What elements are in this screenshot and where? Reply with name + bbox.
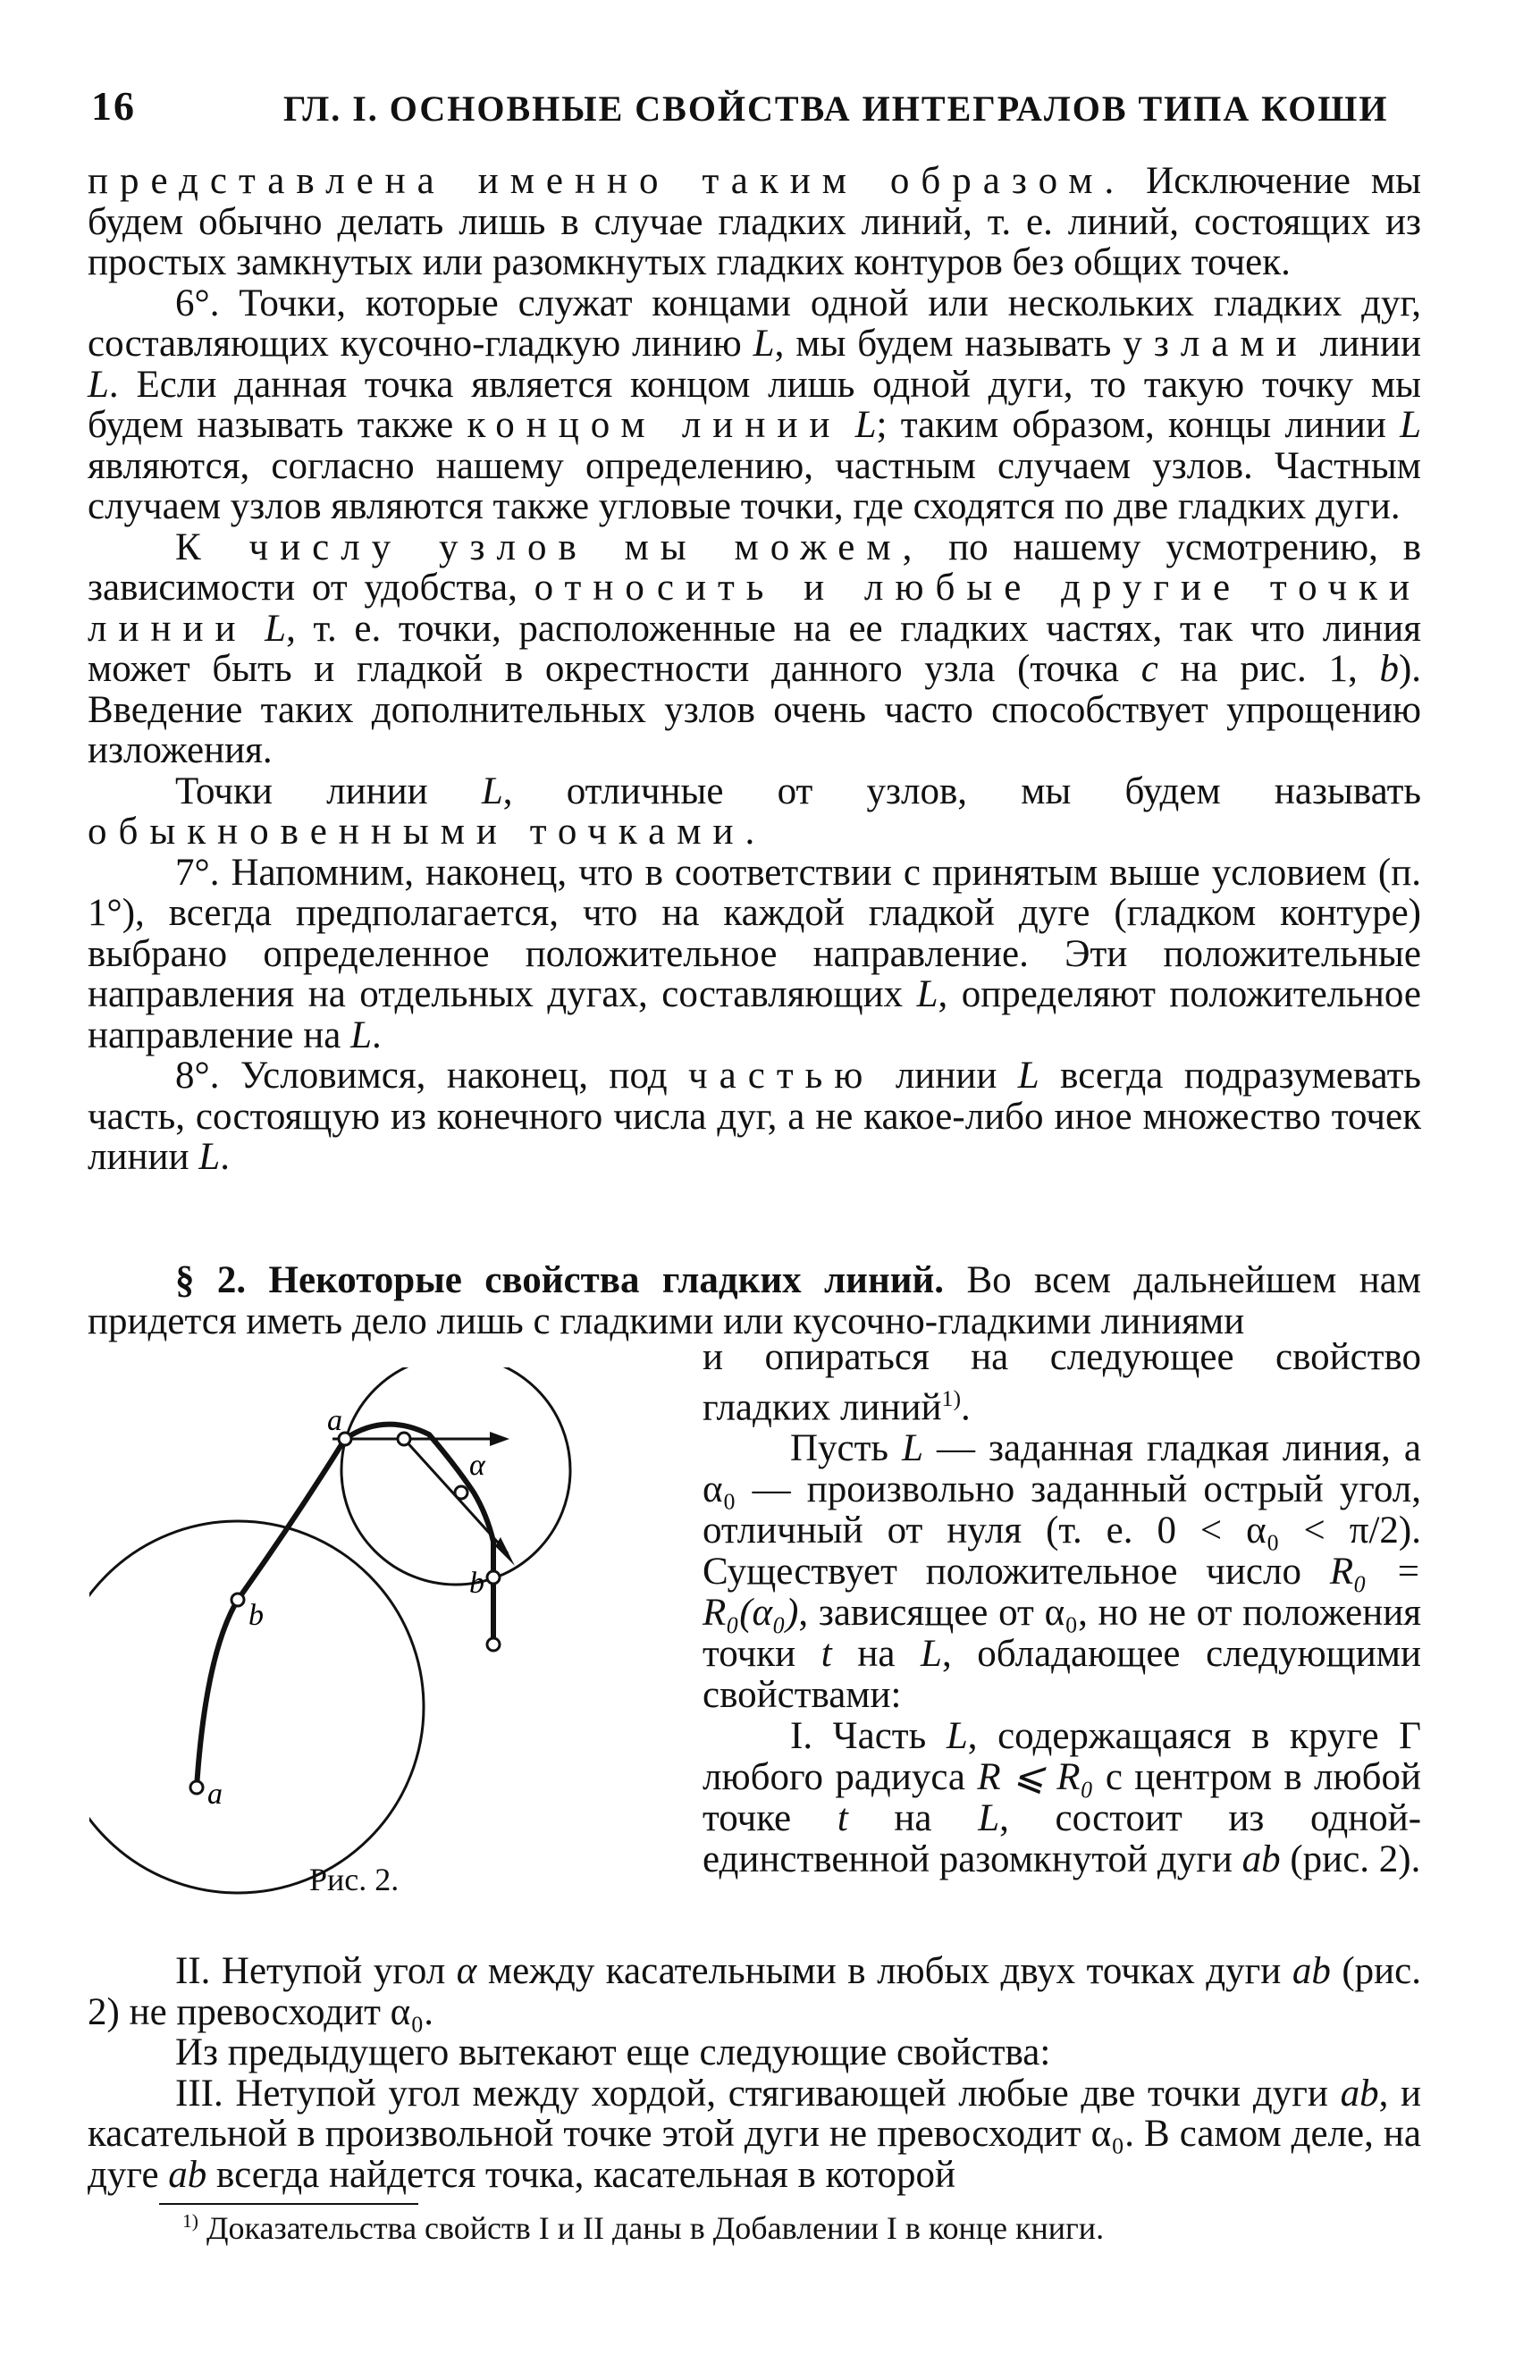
right-p3: I. Часть L, содержащаяся в круге Г любого радиуса R ⩽ R₀ с центром в любой точке t на L, состоит из одной-единственной разомкнутой дуги ab (рис. 2). <box>703 1715 1422 1881</box>
property-II: II. Нетупой угол α между касательными в любых двух точках дуги ab (рис. 2) не превосходит α₀. <box>88 1950 1421 2033</box>
paragraph-continuation: представлена именно таким образом. Исключение мы будем обычно делать лишь в случае гладких линий, т. е. линий, состоящих из простых замкнутых или разомкнутых гладких контуров без общих точек. <box>88 160 1421 283</box>
page-header <box>91 82 1414 136</box>
paragraph-7: 7°. Напомним, наконец, что в соответствии с принятым выше условием (п. 1°), всегда предполагается, что на каждой гладкой дуге (гладком контуре) выбрано определенное положительное направление. Эти положительные направления на отдельных дугах, составляющих L, определяют положительное направление на L. <box>88 851 1421 1056</box>
properties-intro: Из предыдущего вытекают еще следующие свойства: <box>175 2031 1051 2073</box>
right-column-text <box>703 1337 1421 1880</box>
label-a-bottom: a <box>207 1778 223 1811</box>
top-text-block <box>88 161 1421 1178</box>
label-alpha: α <box>469 1449 485 1482</box>
tangent-arrow-2 <box>495 1537 515 1566</box>
circle-right <box>341 1367 570 1585</box>
page-number: 16 <box>91 83 136 129</box>
footnote-text: Доказательства свойств I и II даны в Добавлении I в конце книги. <box>206 2210 1105 2246</box>
section-2-intro <box>88 1260 1421 1341</box>
point-end <box>487 1638 500 1651</box>
point-tangent <box>398 1433 410 1445</box>
paragraph-nodes: К числу узлов мы можем, по нашему усмотрению, в зависимости от удобства, относить и любые другие точки линии L, т. е. точки, расположенные на ее гладких частях, так что линия может быть и гладкой в окрестности данного узла (точка c на рис. 1, b). Введение таких дополнительных узлов очень часто способствует упрощению изложения. <box>88 526 1422 771</box>
paragraph-8: 8°. Условимся, наконец, под частью линии L всегда подразумевать часть, состоящую из конечного числа дуг, а не какое-либо иное множество точек линии L. <box>88 1055 1421 1178</box>
right-p1: и опираться на следующее свойство гладких линий$^{1)}$. <box>703 1336 1421 1429</box>
point-mid <box>455 1486 467 1499</box>
point-b-left <box>231 1594 244 1606</box>
figure-2 <box>89 1367 644 1939</box>
property-III: III. Нетупой угол между хордой, стягивающей любые две точки дуги ab, и касательной в произвольной точке этой дуги не превосходит α₀. В самом деле, на дуге ab всегда найдется точка, касательная в которой <box>88 2072 1422 2196</box>
section-heading: § 2. Некоторые свойства гладких линий. <box>175 1259 945 1301</box>
footnote-rule <box>159 2203 418 2205</box>
tangent-arrow <box>490 1432 509 1446</box>
right-p2: Пусть L — заданная гладкая линия, а α₀ — произвольно заданный острый угол, отличный от нуля (т. е. 0 < α₀ < π/2). Существует положительное число R₀ = R₀(α₀), зависящее от α₀, но не от положения точки t на L, обладающее следующими свойствами: <box>703 1427 1422 1717</box>
footnote <box>182 2209 1416 2247</box>
label-b-left: b <box>248 1599 264 1632</box>
footnote-mark: 1) <box>182 2210 198 2233</box>
figure-2-drawing <box>89 1367 644 1939</box>
bottom-text-block <box>88 1951 1421 2195</box>
paragraph-ordinary-points: Точки линии L, отличные от узлов, мы будем называть обыкновенными точками. <box>88 770 1421 853</box>
point-b-right <box>487 1571 500 1584</box>
figure-caption: Рис. 2. <box>309 1862 400 1897</box>
paragraph-6: 6°. Точки, которые служат концами одной или нескольких гладких дуг, составляющих кусочно-гладкую линию L, мы будем называть узлами линии L. Если данная точка является концом лишь одной дуги, то такую точку мы будем называть также концом линии L; таким образом, концы линии L являются, согласно нашему определению, частным случаем узлов. Частным случаем узлов являются также угловые точки, где сходятся по две гладких дуги. <box>88 282 1422 527</box>
label-a-top: a <box>327 1404 342 1437</box>
section-intro-text: Во всем дальнейшем нам придется иметь дело лишь с гладкими или кусочно-гладкими линиями <box>88 1259 1422 1342</box>
running-title: ГЛ. I. ОСНОВНЫЕ СВОЙСТВА ИНТЕГРАЛОВ ТИПА КОШИ <box>283 88 1389 129</box>
label-b-right: b <box>469 1567 484 1600</box>
point-a-bottom <box>190 1781 203 1794</box>
